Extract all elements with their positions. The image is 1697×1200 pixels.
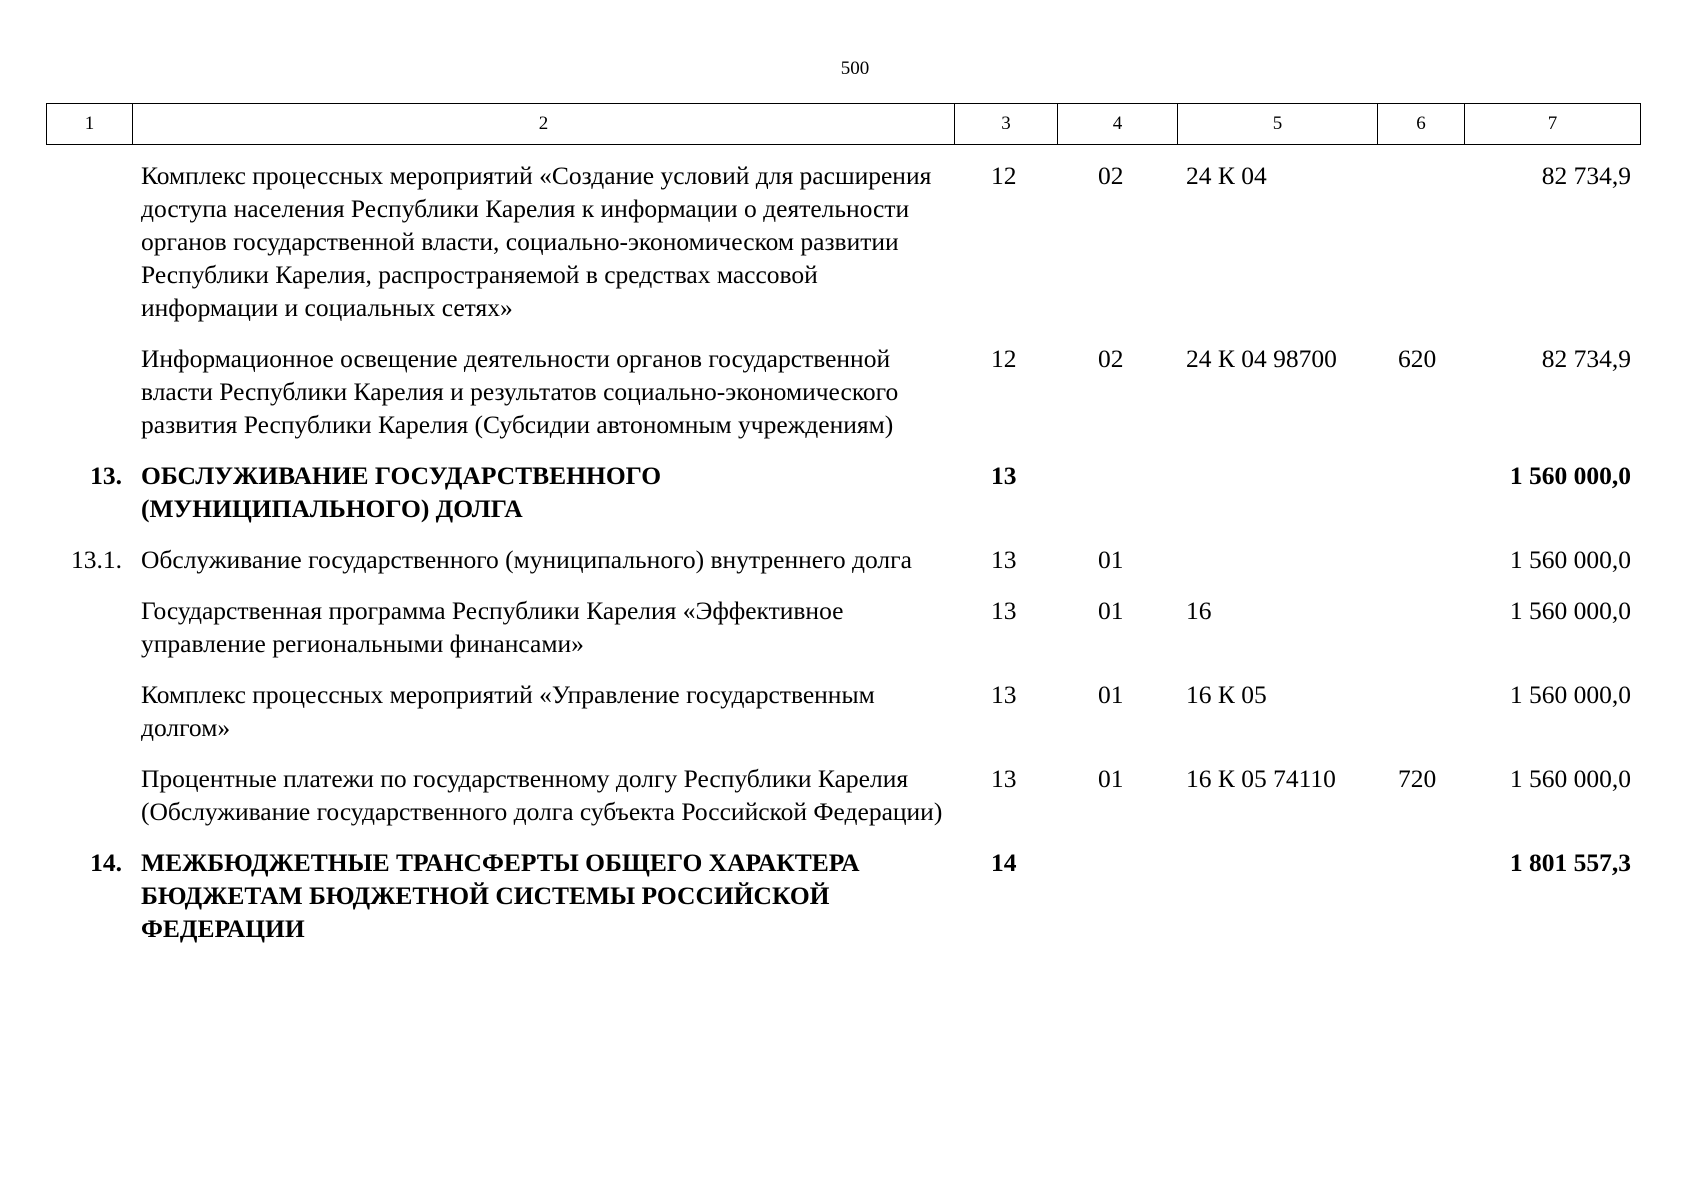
row-subsection-cell: 02 bbox=[1098, 161, 1124, 190]
table-row bbox=[46, 147, 1640, 330]
table-row bbox=[46, 531, 1640, 582]
row-subsection-cell: 01 bbox=[1098, 764, 1124, 793]
row-name-cell: ОБСЛУЖИВАНИЕ ГОСУДАРСТВЕННОГО (МУНИЦИПАЛЬНОГО) ДОЛГА bbox=[141, 461, 662, 523]
row-type-cell bbox=[1377, 582, 1464, 666]
row-target-cell bbox=[1177, 447, 1377, 531]
table-row bbox=[46, 330, 1640, 447]
row-amount-cell: 1 560 000,0 bbox=[1509, 545, 1631, 574]
row-amount-cell: 1 801 557,3 bbox=[1509, 848, 1631, 877]
row-section-cell: 12 bbox=[991, 161, 1017, 190]
row-number-cell: 13. bbox=[90, 461, 122, 490]
table-row bbox=[46, 666, 1640, 750]
row-section-cell: 13 bbox=[991, 545, 1017, 574]
row-subsection-cell: 01 bbox=[1098, 545, 1124, 574]
row-section-cell: 12 bbox=[991, 344, 1017, 373]
row-subsection-cell: 01 bbox=[1098, 596, 1124, 625]
header-col-2: 2 bbox=[133, 104, 955, 145]
row-section-cell: 13 bbox=[991, 764, 1017, 793]
table-row bbox=[46, 750, 1640, 834]
row-name-cell: Комплекс процессных мероприятий «Управление государственным долгом» bbox=[141, 680, 875, 742]
row-subsection-cell bbox=[1057, 447, 1177, 531]
row-type-cell bbox=[1377, 834, 1464, 951]
row-name-cell: Государственная программа Республики Карелия «Эффективное управление региональными финансами» bbox=[141, 596, 844, 658]
row-number-cell bbox=[46, 750, 132, 834]
row-amount-cell: 1 560 000,0 bbox=[1509, 461, 1631, 490]
table-body bbox=[46, 147, 1640, 951]
header-col-1: 1 bbox=[47, 104, 133, 145]
row-section-cell: 13 bbox=[991, 680, 1017, 709]
budget-table bbox=[46, 147, 1640, 951]
row-amount-cell: 1 560 000,0 bbox=[1509, 764, 1631, 793]
row-number-cell bbox=[46, 147, 132, 330]
row-target-cell: 16 bbox=[1186, 596, 1212, 625]
row-amount-cell: 1 560 000,0 bbox=[1509, 596, 1631, 625]
row-type-cell bbox=[1377, 666, 1464, 750]
header-col-4: 4 bbox=[1058, 104, 1178, 145]
row-section-cell: 14 bbox=[991, 848, 1017, 877]
row-target-cell bbox=[1177, 531, 1377, 582]
row-subsection-cell: 01 bbox=[1098, 680, 1124, 709]
header-col-3: 3 bbox=[955, 104, 1058, 145]
row-target-cell: 16 К 05 bbox=[1186, 680, 1267, 709]
table-row bbox=[46, 447, 1640, 531]
row-amount-cell: 82 734,9 bbox=[1541, 161, 1631, 190]
row-name-cell: Информационное освещение деятельности органов государственной власти Республики Карелия и результатов социально-экономического развития Республики Карелия (Субсидии автономным учреждениям) bbox=[141, 344, 899, 439]
row-name-cell: Обслуживание государственного (муниципального) внутреннего долга bbox=[141, 545, 912, 574]
row-type-cell: 720 bbox=[1398, 764, 1437, 793]
row-type-cell: 620 bbox=[1398, 344, 1437, 373]
row-target-cell: 24 К 04 bbox=[1186, 161, 1267, 190]
table-row bbox=[46, 582, 1640, 666]
row-number-cell: 13.1. bbox=[71, 545, 122, 574]
row-subsection-cell bbox=[1057, 834, 1177, 951]
table-header bbox=[46, 103, 1641, 145]
row-amount-cell: 1 560 000,0 bbox=[1509, 680, 1631, 709]
row-target-cell: 24 К 04 98700 bbox=[1186, 344, 1337, 373]
row-target-cell bbox=[1177, 834, 1377, 951]
row-subsection-cell: 02 bbox=[1098, 344, 1124, 373]
table-row bbox=[46, 834, 1640, 951]
page-number: 500 bbox=[840, 58, 870, 79]
row-number-cell bbox=[46, 666, 132, 750]
header-col-7: 7 bbox=[1465, 104, 1641, 145]
row-section-cell: 13 bbox=[991, 596, 1017, 625]
row-type-cell bbox=[1377, 447, 1464, 531]
row-name-cell: Процентные платежи по государственному долгу Республики Карелия (Обслуживание государственного долга субъекта Российской Федерации) bbox=[141, 764, 943, 826]
row-type-cell bbox=[1377, 147, 1464, 330]
header-col-5: 5 bbox=[1178, 104, 1378, 145]
row-number-cell bbox=[46, 330, 132, 447]
row-name-cell: МЕЖБЮДЖЕТНЫЕ ТРАНСФЕРТЫ ОБЩЕГО ХАРАКТЕРА БЮДЖЕТАМ БЮДЖЕТНОЙ СИСТЕМЫ РОССИЙСКОЙ ФЕДЕРАЦИИ bbox=[141, 848, 860, 943]
row-number-cell: 14. bbox=[90, 848, 122, 877]
row-type-cell bbox=[1377, 531, 1464, 582]
row-section-cell: 13 bbox=[991, 461, 1017, 490]
row-amount-cell: 82 734,9 bbox=[1541, 344, 1631, 373]
row-name-cell: Комплекс процессных мероприятий «Создание условий для расширения доступа населения Республики Карелия к информации о деятельности органов государственной власти, социально-экономическом развитии Республики Карелия, распространяемой в средствах массовой информации и социальных сетях» bbox=[141, 161, 932, 322]
row-number-cell bbox=[46, 582, 132, 666]
row-target-cell: 16 К 05 74110 bbox=[1186, 764, 1336, 793]
header-col-6: 6 bbox=[1378, 104, 1465, 145]
